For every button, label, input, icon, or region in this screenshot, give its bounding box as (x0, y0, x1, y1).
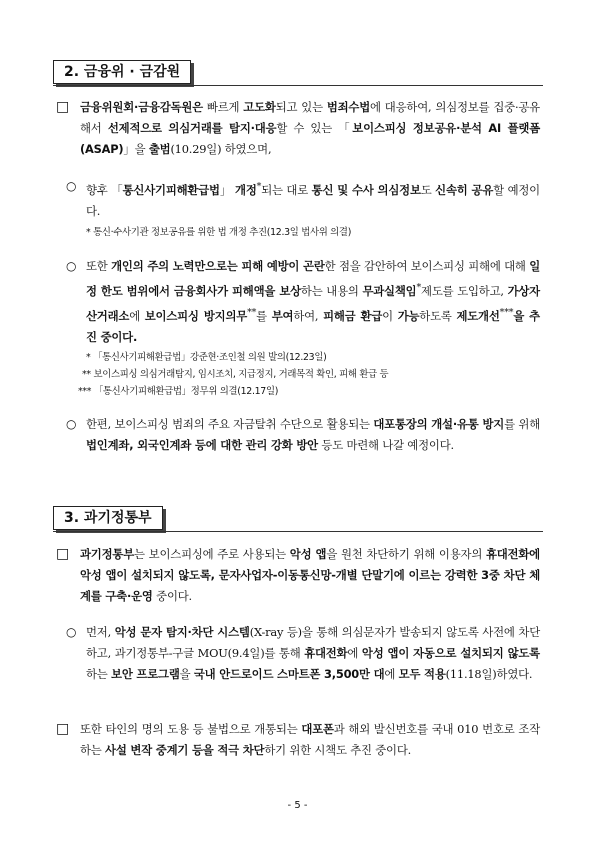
square-bullet: □ (56, 721, 70, 737)
footnote: ** 보이스피싱 의심거래탐지, 임시조치, 지급정지, 거래목적 확인, 피해 환급 등 (82, 369, 389, 380)
circle-bullet: ○ (66, 259, 77, 273)
paragraph-malicious-app-blocking: 과기정통부는 보이스피싱에 주로 사용되는 악성 앱을 원천 차단하기 위해 이용자의 휴대전화에 악성 앱이 설치되지 않도록, 문자사업자-이동통신망-개별 단말기에 이르는 강력한 3중 차단 체계를 구축·운영 중이다. (80, 547, 540, 603)
circle-bullet: ○ (66, 179, 77, 193)
circle-bullet: ○ (66, 417, 77, 431)
footnote: * 통신·수사기관 정보공유를 위한 법 개정 추진(12.3일 법사위 의결) (86, 227, 352, 238)
paragraph-law-revision: 향후 「통신사기피해환급법」 개정*되는 대로 통신 및 수사 의심정보도 신속히 공유할 예정이다. (86, 181, 540, 218)
footnote: * 「통신사기피해환급법」강준현·조인철 의원 발의(12.23일) (86, 352, 327, 363)
paragraph-asap-platform: 금융위원회·금융감독원은 빠르게 고도화되고 있는 범죄수법에 대응하여, 의심정보를 집중·공유해서 선제적으로 의심거래를 탐지·대응할 수 있는 「보이스피싱 정보공유·분석 AI 플랫폼(ASAP)」을 출범(10.29일) 하였으며, (80, 100, 541, 156)
section-heading-financial: 2. 금융위 · 금감원 (53, 60, 191, 84)
section-divider (53, 531, 543, 532)
section-heading-msit: 3. 과기정통부 (53, 506, 163, 530)
paragraph-burner-phone-blocking: 또한 타인의 명의 도용 등 불법으로 개통되는 대포폰과 해외 발신번호를 국내 010 번호로 조작하는 사설 변작 중계기 등을 적극 차단하기 위한 시책도 추진 중이다. (80, 722, 540, 757)
paragraph-xray-google-mou: 먼저, 악성 문자 탐지·차단 시스템(X-ray 등)을 통해 의심문자가 발송되지 않도록 사전에 차단하고, 과기정통부-구글 MOU(9.4일)를 통해 휴대전화에 악성 앱이 자동으로 설치되지 않도록하는 보안 프로그램을 국내 안드로이드 스마트폰 3,500만 대에 모두 적용(11.18일)하였다. (86, 625, 540, 681)
square-bullet: □ (56, 546, 70, 562)
footnote: *** 「통신사기피해환급법」정무위 의결(12.17일) (78, 386, 279, 397)
paragraph-no-fault-liability: 또한 개인의 주의 노력만으로는 피해 예방이 곤란한 점을 감안하여 보이스피싱 피해에 대해 일정 한도 범위에서 금융회사가 피해액을 보상하는 내용의 무과실책임*제도를 도입하고, 가상자산거래소에 보이스피싱 방지의무**를 부여하여, 피해금 환급이 가능하도록 제도개선***을 추진 중이다. (86, 259, 541, 344)
square-bullet: □ (56, 99, 70, 115)
page-number: - 5 - (287, 800, 308, 811)
circle-bullet: ○ (66, 625, 77, 639)
section-divider (53, 85, 543, 86)
paragraph-account-management: 한편, 보이스피싱 범죄의 주요 자금탈취 수단으로 활용되는 대포통장의 개설·유통 방지를 위해 법인계좌, 외국인계좌 등에 대한 관리 강화 방안 등도 마련해 나갈 예정이다. (86, 417, 540, 452)
